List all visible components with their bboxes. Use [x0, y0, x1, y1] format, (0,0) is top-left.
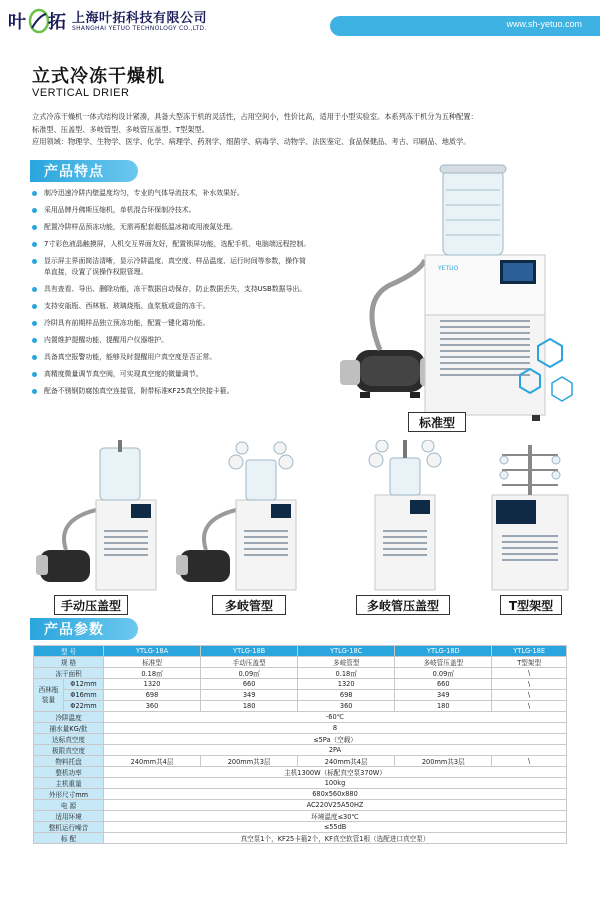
bullet-icon	[32, 355, 37, 360]
bullet-icon	[32, 208, 37, 213]
feature-item: 采用品牌丹佛斯压缩机，单机混合环保制冷技术。	[32, 205, 312, 216]
caption-manifold: 多岐管型	[212, 595, 286, 615]
table-row-label: 型 号	[34, 646, 104, 657]
table-cell: 环境温度≤30℃	[104, 811, 567, 822]
table-cell: YTLG-18E	[492, 646, 567, 657]
table-cell: 0.18㎡	[298, 668, 395, 679]
table-sub-label: Φ22mm	[64, 701, 104, 712]
logo-char-right: 拓	[48, 12, 66, 33]
logo-char-left: 叶	[8, 12, 26, 33]
caption-manifold-press: 多岐管压盖型	[356, 595, 450, 615]
caption-manual-press: 手动压盖型	[54, 595, 128, 615]
table-cell: 240mm共4层	[104, 756, 201, 767]
company-logo-icon	[8, 6, 68, 36]
table-row	[34, 734, 567, 745]
table-row-label: 极限真空度	[34, 745, 104, 756]
table-cell: 真空泵1个，KF25卡箍2个，KF真空软管1根（选配进口真空泵）	[104, 833, 567, 844]
manifold-model-image	[176, 440, 306, 595]
feature-item: 内置维护提醒功能，提醒用户仪器维护。	[32, 335, 312, 346]
table-cell: 0.09㎡	[201, 668, 298, 679]
table-cell: 660	[201, 679, 298, 690]
table-cell: ≤55dB	[104, 822, 567, 833]
table-row	[34, 789, 567, 800]
table-cell: 349	[395, 690, 492, 701]
feature-item: 配置冷阱样品预冻功能，无需再配套超低温冰箱或用液氮处理。	[32, 222, 312, 233]
table-row-label: 捕水量KG/批	[34, 723, 104, 734]
table-row	[34, 679, 567, 690]
table-cell: 200mm共3层	[395, 756, 492, 767]
table-row	[34, 800, 567, 811]
table-cell: 0.18㎡	[104, 668, 201, 679]
table-row-label: 冷阱温度	[34, 712, 104, 723]
table-row-label: 标 配	[34, 833, 104, 844]
table-row	[34, 833, 567, 844]
table-cell: 1320	[298, 679, 395, 690]
manifold-press-model-image	[350, 440, 460, 595]
feature-item: 配备不锈钢防腐蚀真空连接管，附带标准KF25真空快接卡箍。	[32, 386, 312, 397]
intro-paragraph	[32, 111, 572, 149]
bullet-icon	[32, 372, 37, 377]
page-subtitle: VERTICAL DRIER	[32, 87, 130, 99]
bullet-icon	[32, 242, 37, 247]
feature-item: 具有查看、导出、删除功能，冻干数据自动保存，防止数据丢失，支持USB数据导出。	[32, 284, 312, 295]
table-cell: 240mm共4层	[298, 756, 395, 767]
table-cell: \	[492, 701, 567, 712]
table-row-label: 外形尺寸mm	[34, 789, 104, 800]
bullet-icon	[32, 259, 37, 264]
table-cell: 2PA	[104, 745, 567, 756]
table-cell: 360	[298, 701, 395, 712]
table-row	[34, 701, 567, 712]
bullet-icon	[32, 287, 37, 292]
table-row	[34, 767, 567, 778]
intro-line: 应用领域：物理学、生物学、医学、化学、病理学、药剂学、细菌学、病毒学、动物学、法医鉴定、食品保健品、考古、印刷品、地质学。	[32, 137, 471, 146]
table-cell: AC220V25A50HZ	[104, 800, 567, 811]
table-row-label: 达标真空度	[34, 734, 104, 745]
table-sub-label: Φ16mm	[64, 690, 104, 701]
feature-item: 具备真空报警功能，能够及时提醒用户真空度是否正常。	[32, 352, 312, 363]
table-row	[34, 811, 567, 822]
table-row	[34, 745, 567, 756]
page-header	[0, 0, 600, 44]
table-cell: 360	[104, 701, 201, 712]
decorative-hexagons-icon	[510, 335, 590, 415]
table-row-label: 物料托盘	[34, 756, 104, 767]
intro-line: 标准型、压盖型、多岐管型、多岐管压盖型、T型架型。	[32, 124, 209, 134]
table-cell: ≤5Pa（空载）	[104, 734, 567, 745]
table-cell: 180	[395, 701, 492, 712]
table-cell: 698	[104, 690, 201, 701]
feature-item: 冷阱具有前期样品独立预冻功能，配置一键化霜功能。	[32, 318, 312, 329]
manual-press-model-image	[36, 440, 166, 595]
feature-item: 高精度微量调节真空阀，可实现真空度的微量调节。	[32, 369, 312, 380]
table-cell: 660	[395, 679, 492, 690]
table-cell: 多岐管压盖型	[395, 657, 492, 668]
table-sub-label: Φ12mm	[64, 679, 104, 690]
table-group-label: 西林瓶装量	[34, 679, 64, 712]
table-cell: YTLG-18B	[201, 646, 298, 657]
website-link[interactable]: www.sh-yetuo.com	[506, 19, 582, 29]
table-cell: YTLG-18C	[298, 646, 395, 657]
table-cell: 680x560x880	[104, 789, 567, 800]
table-row-label: 整机运行噪音	[34, 822, 104, 833]
table-cell: 180	[201, 701, 298, 712]
table-row	[34, 646, 567, 657]
table-row	[34, 657, 567, 668]
table-row-label: 主机重量	[34, 778, 104, 789]
table-cell: \	[492, 756, 567, 767]
caption-standard: 标准型	[408, 412, 466, 432]
table-row-label: 电 源	[34, 800, 104, 811]
table-row	[34, 723, 567, 734]
bullet-icon	[32, 304, 37, 309]
table-cell: 100kg	[104, 778, 567, 789]
feature-item: 7寸彩色液晶触摸屏，人机交互界面友好，配置锁屏功能，选配手机、电脑端远程控制。	[32, 239, 312, 250]
company-name-en: SHANGHAI YETUO TECHNOLOGY CO.,LTD.	[72, 25, 207, 32]
table-cell: T型架型	[492, 657, 567, 668]
table-cell: 1320	[104, 679, 201, 690]
table-cell: \	[492, 668, 567, 679]
table-cell: 349	[201, 690, 298, 701]
feature-item: 支持安瓿瓶、西林瓶、玻璃烧瓶、血浆瓶或盘的冻干。	[32, 301, 312, 312]
vacuum-pump-icon	[340, 350, 438, 398]
table-cell: 200mm共3层	[201, 756, 298, 767]
table-row	[34, 822, 567, 833]
bullet-icon	[32, 338, 37, 343]
table-row	[34, 778, 567, 789]
feature-list	[32, 188, 312, 403]
caption-t-frame: T型架型	[500, 595, 562, 615]
table-cell: YTLG-18A	[104, 646, 201, 657]
table-cell: 多岐管型	[298, 657, 395, 668]
company-name-cn: 上海叶拓科技有限公司	[72, 11, 208, 26]
table-cell: 主机1300W（标配真空泵370W）	[104, 767, 567, 778]
features-section-header	[30, 160, 138, 182]
table-row	[34, 712, 567, 723]
t-frame-model-image	[482, 440, 582, 595]
feature-item: 制冷迅速冷阱内壁温度均匀，专业的气体导流技术，补水效果好。	[32, 188, 312, 199]
spec-table	[33, 645, 567, 844]
spec-section-header	[30, 618, 138, 640]
table-cell: 标准型	[104, 657, 201, 668]
table-row-label: 整机功率	[34, 767, 104, 778]
page-title: 立式冷冻干燥机	[32, 66, 165, 87]
bullet-icon	[32, 321, 37, 326]
table-row	[34, 668, 567, 679]
feature-item: 显示屏主界面简洁清晰，显示冷阱温度、真空度、样品温度、运行时间等参数，操作简单直接，设置了误操作权限管理。	[32, 256, 312, 278]
table-row-label: 规 格	[34, 657, 104, 668]
features-section-label: 产品特点	[44, 164, 104, 180]
table-row	[34, 756, 567, 767]
table-cell: 手动压盖型	[201, 657, 298, 668]
intro-line: 立式冷冻干燥机一体式结构设计紧凑，具备大型冻干机的灵活性，占用空间小，性价比高，适用于小型实验室。本系列冻干机分为五种配置：	[32, 112, 478, 121]
table-cell: 698	[298, 690, 395, 701]
table-row-label: 适用环境	[34, 811, 104, 822]
table-row	[34, 690, 567, 701]
table-cell: \	[492, 679, 567, 690]
table-cell: -60℃	[104, 712, 567, 723]
spec-section-label: 产品参数	[44, 622, 104, 638]
table-row-label: 冻干面积	[34, 668, 104, 679]
table-cell: 0.09㎡	[395, 668, 492, 679]
bullet-icon	[32, 389, 37, 394]
table-cell: 8	[104, 723, 567, 734]
table-cell: YTLG-18D	[395, 646, 492, 657]
bullet-icon	[32, 191, 37, 196]
table-cell: \	[492, 690, 567, 701]
unit-brand-label: YETUO	[438, 265, 459, 272]
bullet-icon	[32, 225, 37, 230]
